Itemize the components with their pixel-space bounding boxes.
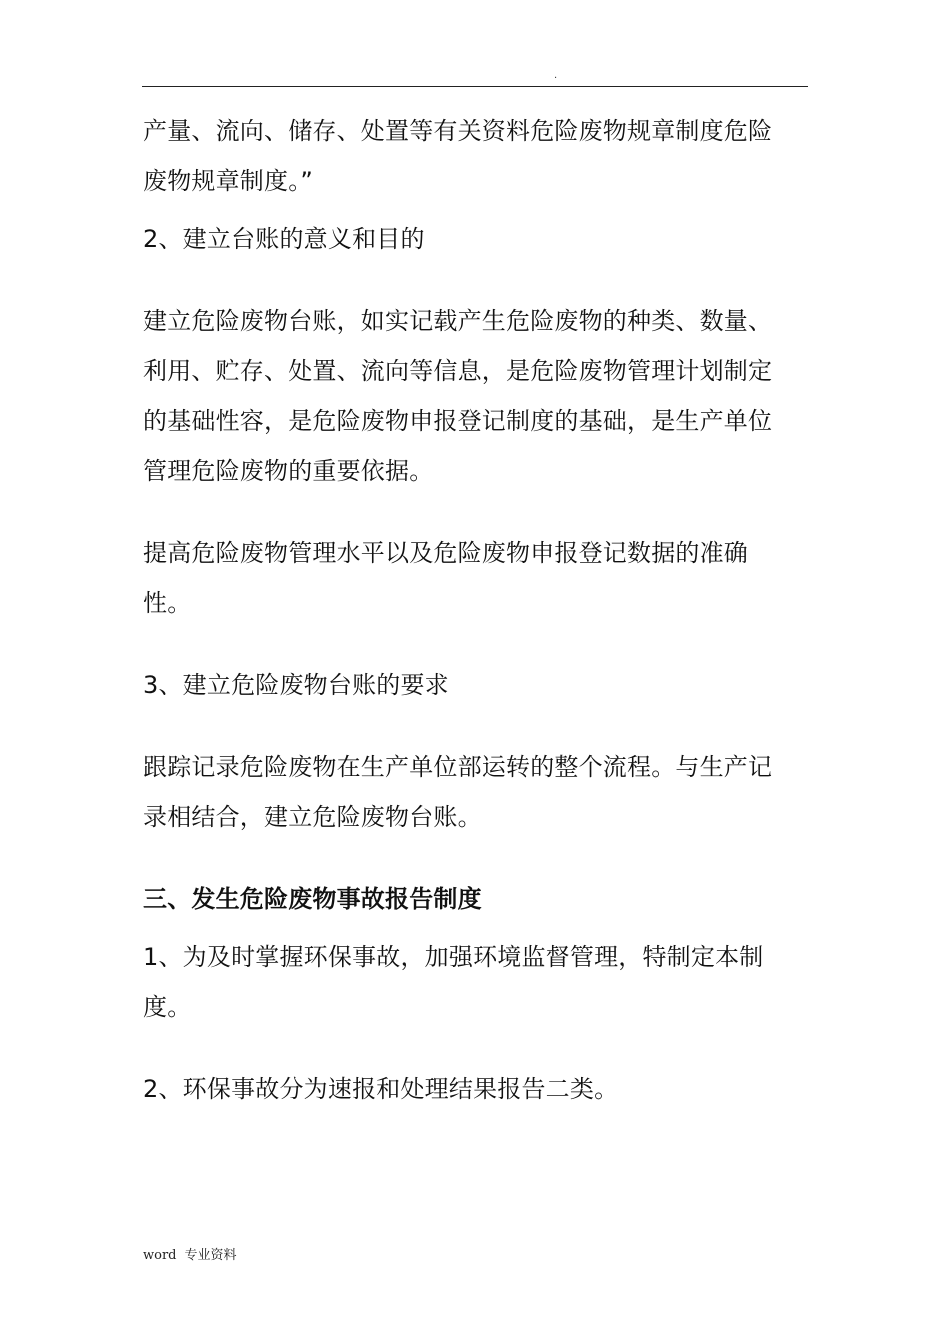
footer-word: word [143,1248,177,1263]
subheading-ledger-requirements [143,660,811,710]
text-line: 录相结合，建立危险废物台账。 [143,803,482,831]
paragraph-tracking [143,742,811,842]
section-heading-accident-report [143,874,811,924]
text-line: 三、发生危险废物事故报告制度 [143,885,482,913]
text-line: 提高危险废物管理水平以及危险废物申报登记数据的准确 [143,539,748,567]
header-rule [142,86,808,87]
text-line: 度。 [143,993,192,1021]
text-line: 2、建立台账的意义和目的 [143,225,425,253]
text-line: 3、建立危险废物台账的要求 [143,671,449,699]
text-line: 2、环保事故分为速报和处理结果报告二类。 [143,1075,619,1103]
paragraph-accident-purpose [143,932,811,1032]
text-line: 产量、流向、储存、处置等有关资料危险废物规章制度危险 [143,117,773,145]
text-line: 1、为及时掌握环保事故，加强环境监督管理，特制定本制 [143,943,764,971]
text-line: 管理危险废物的重要依据。 [143,457,434,485]
text-line: 建立危险废物台账，如实记载产生危险废物的种类、数量、 [143,307,773,335]
subheading-ledger-purpose [143,214,811,264]
text-line: 废物规章制度。” [143,167,314,195]
text-line: 性。 [143,589,192,617]
footer-label: 专业资料 [184,1248,237,1263]
text-line: 跟踪记录危险废物在生产单位部运转的整个流程。与生产记 [143,753,773,781]
paragraph-ledger-description [143,296,811,496]
text-line: 利用、贮存、处置、流向等信息，是危险废物管理计划制定 [143,357,773,385]
document-body [143,106,811,1114]
text-line: 的基础性容，是危险废物申报登记制度的基础，是生产单位 [143,407,773,435]
paragraph-management-level [143,528,811,628]
header-mark: . [554,70,558,81]
page-footer [143,1248,237,1264]
paragraph-accident-types [143,1064,811,1114]
paragraph-continuation [143,106,811,206]
